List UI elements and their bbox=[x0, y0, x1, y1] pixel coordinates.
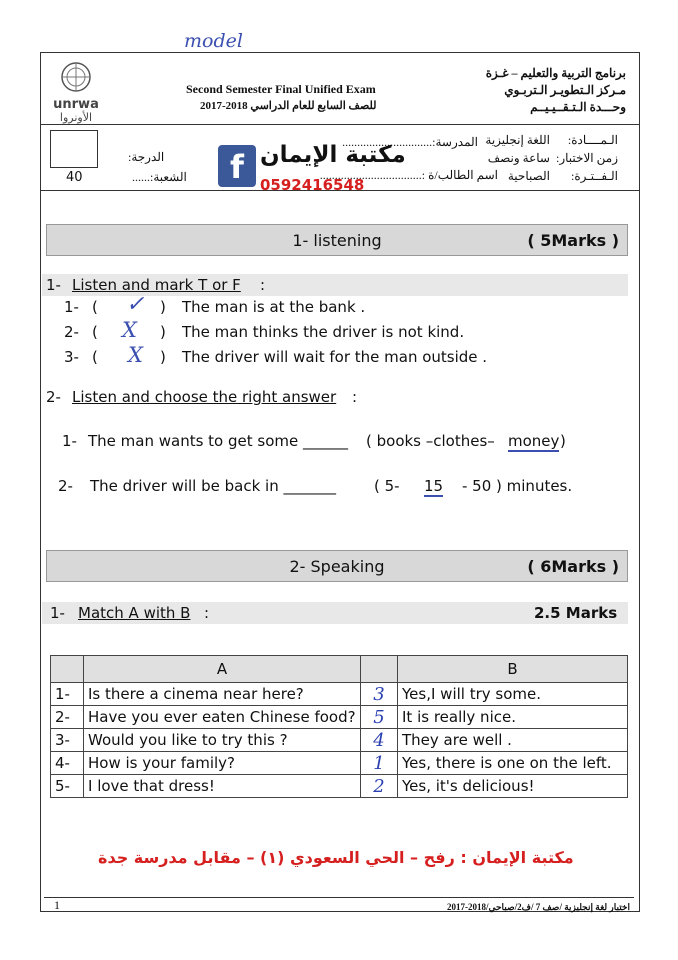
subject-value: اللغة إنجليزية bbox=[485, 133, 550, 147]
q2-item2-text: The driver will be back in _______ bbox=[90, 477, 336, 495]
table-row bbox=[51, 683, 628, 706]
column-a-cell: Have you ever eaten Chinese food? bbox=[84, 706, 361, 729]
q1-item-number: 2- bbox=[64, 323, 79, 341]
section-listening-bar bbox=[46, 224, 628, 256]
logo-text: unrwa bbox=[53, 97, 99, 112]
q1-item-number: 1- bbox=[64, 298, 79, 316]
table-header-num bbox=[51, 656, 84, 683]
q1-item-text: The man thinks the driver is not kind. bbox=[182, 323, 465, 341]
table-row bbox=[51, 706, 628, 729]
column-a-cell: Would you like to try this ? bbox=[84, 729, 361, 752]
q2-item1-number: 1- bbox=[62, 432, 77, 450]
table-row bbox=[51, 775, 628, 798]
page-number: 1 bbox=[54, 898, 60, 912]
q2-number: 2- bbox=[46, 388, 61, 406]
grade-line: للصف السابع للعام الدراسي 2018-2017 bbox=[200, 100, 377, 112]
watermark-name: مكتبة الإيمان bbox=[260, 142, 406, 168]
cross-mark: X bbox=[122, 318, 137, 342]
unit-line: وحـــدة الـتـقــيـيــم bbox=[530, 100, 626, 114]
unrwa-logo bbox=[50, 60, 102, 124]
program-line: برنامج التربية والتعليم – غـزة bbox=[485, 66, 626, 80]
exam-title: Second Semester Final Unified Exam bbox=[186, 82, 376, 96]
row-number: 4- bbox=[51, 752, 84, 775]
row-number: 5- bbox=[51, 775, 84, 798]
school-field: المدرسة:.............................. bbox=[342, 135, 478, 149]
row-number: 1- bbox=[51, 683, 84, 706]
class-field: الشعبة:...... bbox=[132, 170, 187, 184]
column-b-cell: It is really nice. bbox=[398, 706, 628, 729]
header-divider bbox=[40, 124, 640, 125]
total-score: 40 bbox=[66, 170, 83, 185]
q3-colon: : bbox=[204, 604, 210, 622]
q1-paren-close: ) bbox=[160, 323, 166, 341]
q1-title: Listen and mark T or F bbox=[72, 276, 241, 294]
q2-item2-answer: 15 bbox=[424, 477, 444, 495]
q2-item2-option-a: ( 5- bbox=[374, 477, 400, 495]
table-header-row bbox=[51, 656, 628, 683]
q2-item1-options: ( books –clothes– bbox=[366, 432, 495, 450]
section-listening-title: 1- listening bbox=[292, 231, 382, 250]
handwritten-model-note: model bbox=[184, 30, 243, 52]
time-value: ساعة ونصف bbox=[487, 151, 550, 165]
table-header-a: A bbox=[84, 656, 361, 683]
table-row bbox=[51, 752, 628, 775]
q3-title: Match A with B bbox=[78, 604, 191, 622]
q2-item1-answer: money bbox=[508, 432, 560, 450]
section-listening-marks: ( 5Marks ) bbox=[527, 231, 619, 250]
table-header-b: B bbox=[398, 656, 628, 683]
q3-number: 1- bbox=[50, 604, 65, 622]
q2-title: Listen and choose the right answer bbox=[72, 388, 337, 406]
un-emblem-icon bbox=[56, 60, 96, 94]
q1-paren-open: ( bbox=[92, 323, 98, 341]
section-speaking-marks: ( 6Marks ) bbox=[527, 557, 619, 576]
center-line: مـركز الـتطويـر الـتربـوي bbox=[504, 83, 626, 97]
q1-paren-open: ( bbox=[92, 348, 98, 366]
q1-item-text: The man is at the bank . bbox=[182, 298, 366, 316]
q1-paren-close: ) bbox=[160, 298, 166, 316]
row-number: 3- bbox=[51, 729, 84, 752]
column-a-cell: Is there a cinema near here? bbox=[84, 683, 361, 706]
logo-arabic: الأونروا bbox=[59, 111, 93, 124]
column-b-cell: They are well . bbox=[398, 729, 628, 752]
column-a-cell: How is your family? bbox=[84, 752, 361, 775]
library-address: مكتبة الإيمان : رفح – الحي السعودي (١) – مقابل مدرسة جدة bbox=[98, 848, 574, 867]
watermark-phone: 0592416548 bbox=[260, 176, 365, 194]
footer-exam-info: اختبار لغة إنجليزية /صف 7 /ف2/صباحي/2018-2017 bbox=[446, 902, 630, 912]
footer-divider bbox=[44, 897, 634, 898]
q1-item-number: 3- bbox=[64, 348, 79, 366]
q2-colon: : bbox=[352, 388, 358, 406]
student-name-field: اسم الطالب/ة :.................................. bbox=[319, 168, 498, 182]
row-number: 2- bbox=[51, 706, 84, 729]
q1-paren-open: ( bbox=[92, 298, 98, 316]
table-header-ans bbox=[361, 656, 398, 683]
grade-field: الدرجة: bbox=[128, 150, 165, 164]
facebook-icon: f bbox=[218, 145, 256, 187]
q1-paren-close: ) bbox=[160, 348, 166, 366]
column-b-cell: Yes,I will try some. bbox=[398, 683, 628, 706]
q2-item1-options-close: ) bbox=[560, 432, 566, 450]
cross-mark: X bbox=[128, 343, 143, 367]
answer-cell: 3 bbox=[361, 683, 398, 706]
q3-marks: 2.5 Marks bbox=[534, 604, 618, 622]
column-b-cell: Yes, it's delicious! bbox=[398, 775, 628, 798]
q2-item2-number: 2- bbox=[58, 477, 73, 495]
q2-item1-text: The man wants to get some ______ bbox=[88, 432, 349, 450]
answer-cell: 5 bbox=[361, 706, 398, 729]
answer-cell: 4 bbox=[361, 729, 398, 752]
column-a-cell: I love that dress! bbox=[84, 775, 361, 798]
score-box bbox=[50, 130, 98, 168]
q2-item2-option-c: - 50 ) minutes. bbox=[462, 477, 573, 495]
column-b-cell: Yes, there is one on the left. bbox=[398, 752, 628, 775]
q1-colon: : bbox=[260, 276, 266, 294]
q1-number: 1- bbox=[46, 276, 61, 294]
period-label: الـفــتـرة: bbox=[571, 169, 618, 183]
answer-cell: 2 bbox=[361, 775, 398, 798]
time-label: زمن الاختبار: bbox=[556, 151, 618, 165]
section-speaking-title: 2- Speaking bbox=[289, 557, 385, 576]
answer-cell: 1 bbox=[361, 752, 398, 775]
subject-label: الـمــــادة: bbox=[567, 133, 618, 147]
period-value: الصباحية bbox=[507, 169, 550, 183]
match-table bbox=[50, 655, 628, 798]
table-row bbox=[51, 729, 628, 752]
tick-mark: ✓ bbox=[126, 292, 145, 317]
section-speaking-bar bbox=[46, 550, 628, 582]
q1-item-text: The driver will wait for the man outside . bbox=[182, 348, 488, 366]
